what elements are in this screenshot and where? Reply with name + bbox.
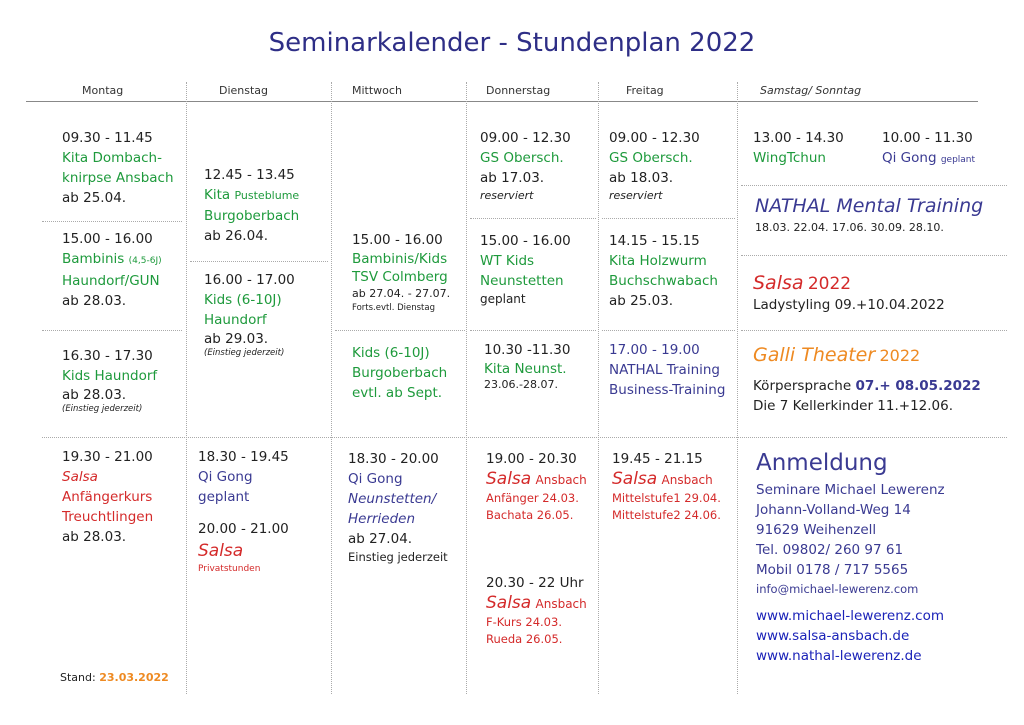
weekend-nathal: NATHAL Mental Training 18.03. 22.04. 17.06. 30.09. 28.10. <box>755 195 984 234</box>
wednesday-slot-1: 15.00 - 16.00 Bambinis/Kids TSV Colmberg ab 27.04. - 27.07. Forts.evtl. Dienstag <box>352 232 451 313</box>
link-nathal-lewerenz[interactable]: www.nathal-lewerenz.de <box>756 648 922 664</box>
weekend-salsa: Salsa 2022 Ladystyling 09.+10.04.2022 <box>753 272 945 313</box>
day-header-wednesday: Mittwoch <box>352 84 402 97</box>
wednesday-slot-3: 18.30 - 20.00 Qi Gong Neunstetten/ Herrieden ab 27.04. Einstieg jederzeit <box>348 451 448 564</box>
wednesday-slot-2: Kids (6-10J) Burgoberbach evtl. ab Sept. <box>352 345 448 401</box>
column-divider <box>466 82 467 694</box>
monday-slot-4: 19.30 - 21.00 Salsa Anfängerkurs Treuchtlingen ab 28.03. <box>62 449 154 545</box>
row-divider <box>741 185 1007 186</box>
row-divider <box>741 330 1007 331</box>
row-divider <box>335 330 465 331</box>
row-divider <box>470 218 596 219</box>
weekend-galli: Galli Theater 2022 Körpersprache 07.+ 08.05.2022 Die 7 Kellerkinder 11.+12.06. <box>753 344 981 414</box>
thursday-slot-1: 09.00 - 12.30 GS Obersch. ab 17.03. reserviert <box>480 130 571 202</box>
row-divider <box>190 261 328 262</box>
thursday-slot-5: 20.30 - 22 Uhr Salsa Ansbach F-Kurs 24.03. Rueda 26.05. <box>486 575 587 646</box>
tuesday-slot-1: 12.45 - 13.45 Kita Pusteblume Burgoberbach ab 26.04. <box>204 167 300 244</box>
thursday-slot-3: 10.30 -11.30 Kita Neunst. 23.06.-28.07. <box>484 342 571 391</box>
friday-slot-4: 19.45 - 21.15 Salsa Ansbach Mittelstufe1 29.04. Mittelstufe2 24.06. <box>612 451 721 522</box>
row-divider-evening <box>42 437 1007 438</box>
friday-slot-2: 14.15 - 15.15 Kita Holzwurm Buchschwabach ab 25.03. <box>609 233 718 309</box>
thursday-slot-4: 19.00 - 20.30 Salsa Ansbach Anfänger 24.03. Bachata 26.05. <box>486 451 587 522</box>
column-divider <box>331 82 332 694</box>
page-title: Seminarkalender - Stundenplan 2022 <box>268 28 756 58</box>
row-divider <box>42 221 182 222</box>
friday-slot-3: 17.00 - 19.00 NATHAL Training Business-Training <box>609 342 726 398</box>
weekend-slot-qigong: 10.00 - 11.30 Qi Gong geplant <box>882 130 976 166</box>
row-divider <box>42 330 182 331</box>
link-salsa-ansbach[interactable]: www.salsa-ansbach.de <box>756 628 910 644</box>
contact-email[interactable]: info@michael-lewerenz.com <box>756 582 919 596</box>
tuesday-slot-3: 18.30 - 19.45 Qi Gong geplant <box>198 449 289 505</box>
friday-slot-1: 09.00 - 12.30 GS Obersch. ab 18.03. reserviert <box>609 130 700 202</box>
thursday-slot-2: 15.00 - 16.00 WT Kids Neunstetten geplant <box>480 233 571 306</box>
column-divider <box>598 82 599 694</box>
row-divider <box>470 330 596 331</box>
day-header-monday: Montag <box>82 84 124 97</box>
link-michael-lewerenz[interactable]: www.michael-lewerenz.com <box>756 608 944 624</box>
day-header-friday: Freitag <box>626 84 664 97</box>
column-divider <box>186 82 187 694</box>
day-header-weekend: Samstag/ Sonntag <box>760 84 862 97</box>
header-rule <box>26 101 978 102</box>
contact-block: Anmeldung Seminare Michael Lewerenz Johann-Volland-Weg 14 91629 Weihenzell Tel. 09802/ 260 97 61 Mobil 0178 / 717 5565 info@michael-lewerenz.com www.michael-lewerenz.com www.salsa-ansbach.de www.nathal-lewerenz.de <box>756 446 945 666</box>
day-header-thursday: Donnerstag <box>486 84 551 97</box>
row-divider <box>602 330 735 331</box>
monday-slot-2: 15.00 - 16.00 Bambinis (4,5-6J) Haundorf/GUN ab 28.03. <box>62 231 162 309</box>
tuesday-slot-4: 20.00 - 21.00 Salsa Privatstunden <box>198 521 289 574</box>
monday-slot-3: 16.30 - 17.30 Kids Haundorf ab 28.03. (Einstieg jederzeit) <box>62 348 158 414</box>
weekend-slot-wingtchun: 13.00 - 14.30 WingTchun <box>753 130 844 166</box>
stand-footer: Stand: 23.03.2022 <box>60 671 169 684</box>
row-divider <box>602 218 735 219</box>
column-divider <box>737 82 738 694</box>
monday-slot-1: 09.30 - 11.45 Kita Dombach- knirpse Ansbach ab 25.04. <box>62 130 174 206</box>
row-divider <box>741 255 1007 256</box>
tuesday-slot-2: 16.00 - 17.00 Kids (6-10J) Haundorf ab 29.03. (Einstieg jederzeit) <box>204 272 295 358</box>
day-header-tuesday: Dienstag <box>219 84 269 97</box>
contact-heading: Anmeldung <box>756 450 888 476</box>
